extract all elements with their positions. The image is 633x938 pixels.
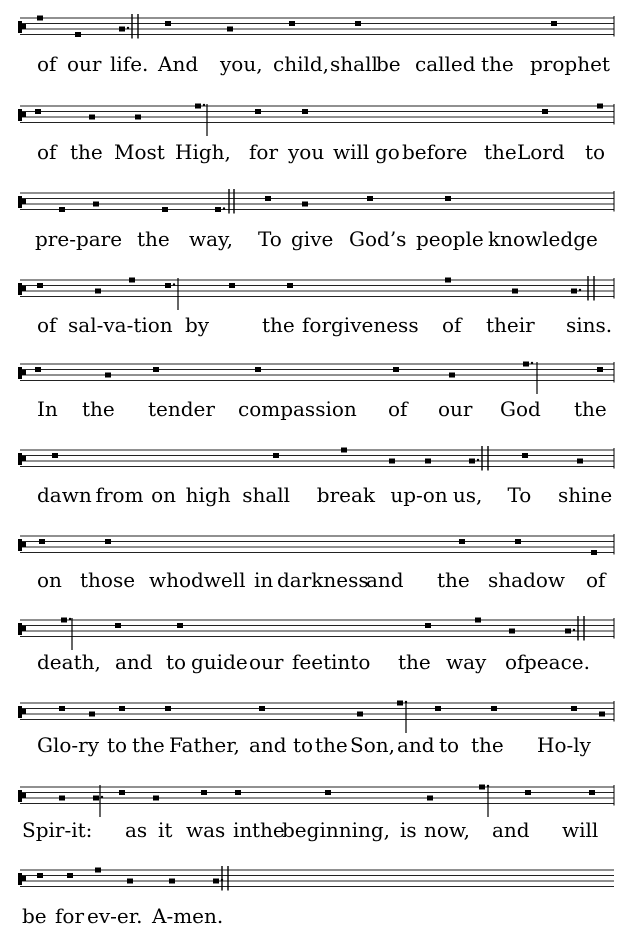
lyric-syllable: and: [249, 733, 287, 757]
neume-note: [287, 283, 293, 288]
clef-c: [18, 873, 22, 885]
lyric-syllable: To: [258, 227, 282, 251]
lyric-syllable: high: [185, 483, 231, 507]
lyric-syllable: on: [37, 568, 62, 592]
lyric-syllable: dawn: [37, 483, 92, 507]
note-dot: [531, 362, 533, 364]
neume-note: [542, 109, 548, 114]
neume-note: [255, 109, 261, 114]
lyric-syllable: God: [500, 397, 541, 421]
neume-note: [255, 367, 261, 372]
lyric-syllable: Glo-ry: [37, 733, 100, 757]
neume-note: [39, 539, 45, 544]
neume-note: [177, 623, 183, 628]
neume-note: [52, 453, 58, 458]
lyric-line: [0, 313, 633, 343]
neume-note: [119, 706, 125, 711]
neume-note: [75, 32, 81, 37]
neume-note: [259, 706, 265, 711]
lyric-syllable: the: [484, 140, 517, 164]
neume-note: [115, 623, 121, 628]
clef-c: [22, 112, 26, 117]
clef-c: [18, 196, 22, 208]
neume-note: [289, 21, 295, 26]
neume-note: [367, 196, 373, 201]
lyric-syllable: of: [505, 650, 525, 674]
lyric-syllable: Lord: [517, 140, 565, 164]
lyric-syllable: our: [67, 52, 102, 76]
neume-note: [597, 367, 603, 372]
neume-note: [135, 115, 141, 120]
lyric-syllable: us,: [452, 483, 483, 507]
lyric-syllable: shall: [242, 483, 291, 507]
neume-note: [425, 623, 431, 628]
lyric-syllable: In: [37, 397, 58, 421]
neume-note: [571, 706, 577, 711]
lyric-syllable: the: [132, 733, 165, 757]
neume-note: [325, 790, 331, 795]
neume-note: [479, 785, 485, 790]
lyric-line: [0, 568, 633, 598]
lyric-syllable: for: [55, 904, 85, 928]
clef-c: [22, 876, 26, 881]
neume-note: [61, 618, 67, 623]
lyric-syllable: way: [446, 650, 487, 674]
lyric-syllable: God’s: [349, 227, 407, 251]
lyric-syllable: to: [585, 140, 606, 164]
neume-note: [213, 879, 219, 884]
lyric-syllable: Father,: [169, 733, 240, 757]
neume-note: [162, 207, 168, 212]
lyric-syllable: up-on: [390, 483, 448, 507]
neume-note: [35, 109, 41, 114]
neume-note: [551, 21, 557, 26]
neume-note: [515, 539, 521, 544]
clef-c: [22, 286, 26, 291]
neume-note: [195, 104, 201, 109]
lyric-syllable: their: [486, 313, 535, 337]
neume-note: [445, 278, 451, 283]
clef-c: [18, 283, 22, 295]
neume-note: [169, 879, 175, 884]
lyric-syllable: will: [333, 140, 370, 164]
neume-note: [509, 629, 515, 634]
lyric-syllable: prophet: [530, 52, 610, 76]
lyric-syllable: it: [158, 818, 173, 842]
lyric-syllable: the: [471, 733, 504, 757]
clef-c: [18, 367, 22, 379]
lyric-syllable: sal-va-tion: [68, 313, 173, 337]
lyric-line: [0, 733, 633, 763]
note-dot: [127, 27, 129, 29]
lyric-line: [0, 397, 633, 427]
lyric-syllable: beginning,: [282, 818, 391, 842]
lyric-syllable: sins.: [566, 313, 613, 337]
neume-note: [105, 539, 111, 544]
neume-note: [522, 453, 528, 458]
neume-note: [302, 202, 308, 207]
lyric-syllable: darkness: [277, 568, 369, 592]
neume-note: [93, 202, 99, 207]
neume-note: [235, 790, 241, 795]
note-dot: [69, 618, 71, 620]
neume-note: [37, 873, 43, 878]
lyric-syllable: the: [82, 397, 115, 421]
lyric-syllable: to: [107, 733, 128, 757]
lyric-syllable: our: [438, 397, 473, 421]
lyric-syllable: and: [115, 650, 153, 674]
lyric-syllable: of: [388, 397, 408, 421]
lyric-line: [0, 140, 633, 170]
neume-note: [215, 207, 221, 212]
lyric-syllable: A-men.: [152, 904, 224, 928]
lyric-syllable: to: [439, 733, 460, 757]
neume-note: [227, 27, 233, 32]
note-dot: [203, 104, 205, 106]
lyric-line: [0, 227, 633, 257]
lyric-syllable: those: [80, 568, 136, 592]
lyric-syllable: the: [315, 733, 348, 757]
lyric-syllable: the: [70, 140, 103, 164]
neume-note: [341, 448, 347, 453]
clef-c: [22, 793, 26, 798]
neume-note: [105, 373, 111, 378]
neume-note: [475, 618, 481, 623]
neume-note: [525, 790, 531, 795]
lyric-syllable: give: [291, 227, 334, 251]
lyric-syllable: in: [254, 568, 274, 592]
neume-note: [393, 367, 399, 372]
lyric-line: [0, 52, 633, 82]
neume-note: [597, 104, 603, 109]
neume-note: [37, 283, 43, 288]
lyric-syllable: go: [375, 140, 400, 164]
lyric-syllable: into: [331, 650, 371, 674]
clef-c: [22, 709, 26, 714]
neume-note: [95, 289, 101, 294]
neume-note: [93, 796, 99, 801]
lyric-syllable: Son,: [350, 733, 395, 757]
neume-note: [119, 790, 125, 795]
note-dot: [101, 796, 103, 798]
neume-note: [459, 539, 465, 544]
lyric-syllable: people: [416, 227, 484, 251]
lyric-syllable: will: [562, 818, 599, 842]
neume-note: [165, 706, 171, 711]
lyric-syllable: dwell: [191, 568, 246, 592]
lyric-syllable: and: [492, 818, 530, 842]
lyric-syllable: is: [400, 818, 417, 842]
neume-note: [89, 115, 95, 120]
note-dot: [579, 289, 581, 291]
lyric-syllable: of: [37, 140, 57, 164]
lyric-syllable: of: [37, 52, 57, 76]
clef-c: [18, 623, 22, 635]
neume-note: [229, 283, 235, 288]
lyric-syllable: shine: [558, 483, 613, 507]
lyric-syllable: peace.: [524, 650, 590, 674]
lyric-syllable: of: [442, 313, 462, 337]
lyric-syllable: was: [186, 818, 226, 842]
lyric-syllable: compassion: [238, 397, 357, 421]
neume-note: [265, 196, 271, 201]
lyric-syllable: you: [288, 140, 325, 164]
lyric-syllable: To: [507, 483, 532, 507]
neume-note: [201, 790, 207, 795]
neume-note: [67, 873, 73, 878]
clef-c: [18, 706, 22, 718]
lyric-syllable: the: [137, 227, 170, 251]
neume-note: [273, 453, 279, 458]
neume-note: [129, 278, 135, 283]
neume-note: [591, 550, 597, 555]
neume-note: [153, 367, 159, 372]
lyric-syllable: be: [376, 52, 401, 76]
neume-note: [127, 879, 133, 884]
lyric-syllable: And: [158, 52, 199, 76]
lyric-syllable: you,: [220, 52, 263, 76]
lyric-syllable: tender: [148, 397, 215, 421]
neume-note: [571, 289, 577, 294]
clef-c: [22, 24, 26, 29]
neume-note: [512, 289, 518, 294]
lyric-syllable: feet: [292, 650, 332, 674]
lyric-line: [0, 818, 633, 848]
neume-note: [389, 459, 395, 464]
lyric-syllable: the: [574, 397, 607, 421]
clef-c: [22, 370, 26, 375]
neume-note: [153, 796, 159, 801]
lyric-syllable: the: [398, 650, 431, 674]
lyric-syllable: death,: [37, 650, 101, 674]
lyric-syllable: shall: [330, 52, 378, 76]
note-dot: [477, 459, 479, 461]
neume-note: [119, 27, 125, 32]
neume-note: [397, 701, 403, 706]
lyric-syllable: break: [316, 483, 376, 507]
neume-note: [165, 283, 171, 288]
lyric-line: [0, 650, 633, 680]
lyric-syllable: the: [262, 313, 295, 337]
neume-note: [95, 868, 101, 873]
neume-note: [59, 207, 65, 212]
neume-note: [449, 373, 455, 378]
neume-note: [589, 790, 595, 795]
lyric-syllable: and: [397, 733, 435, 757]
neume-note: [37, 16, 43, 21]
note-dot: [573, 629, 575, 631]
lyric-syllable: the: [481, 52, 514, 76]
lyric-line: [0, 904, 633, 934]
neume-note: [427, 796, 433, 801]
neume-note: [89, 712, 95, 717]
neume-note: [355, 21, 361, 26]
lyric-syllable: to: [166, 650, 187, 674]
neume-note: [565, 629, 571, 634]
lyric-syllable: Spir-it:: [22, 818, 93, 842]
lyric-syllable: forgiveness: [302, 313, 419, 337]
lyric-syllable: as: [125, 818, 148, 842]
lyric-syllable: way,: [189, 227, 234, 251]
neume-note: [302, 109, 308, 114]
lyric-syllable: before: [402, 140, 468, 164]
lyric-line: [0, 483, 633, 513]
lyric-syllable: to: [293, 733, 314, 757]
lyric-syllable: the: [437, 568, 470, 592]
lyric-syllable: ev-er.: [87, 904, 143, 928]
neume-note: [35, 367, 41, 372]
neume-note: [599, 712, 605, 717]
lyric-syllable: in: [233, 818, 253, 842]
lyric-syllable: of: [37, 313, 57, 337]
neume-note: [435, 706, 441, 711]
lyric-syllable: the: [252, 818, 285, 842]
lyric-syllable: of: [586, 568, 606, 592]
lyric-syllable: be: [22, 904, 47, 928]
neume-note: [425, 459, 431, 464]
neume-note: [59, 796, 65, 801]
lyric-syllable: pre-pare: [35, 227, 123, 251]
clef-c: [22, 626, 26, 631]
clef-c: [18, 21, 22, 33]
lyric-syllable: High,: [175, 140, 231, 164]
neume-note: [523, 362, 529, 367]
neume-note: [445, 196, 451, 201]
note-dot: [173, 283, 175, 285]
clef-c: [22, 542, 26, 547]
lyric-syllable: child,: [273, 52, 330, 76]
lyric-syllable: from: [95, 483, 144, 507]
lyric-syllable: knowledge: [488, 227, 598, 251]
lyric-syllable: called: [415, 52, 476, 76]
clef-c: [18, 109, 22, 121]
neume-note: [357, 712, 363, 717]
neume-note: [469, 459, 475, 464]
neume-note: [491, 706, 497, 711]
lyric-syllable: for: [249, 140, 279, 164]
clef-c: [18, 539, 22, 551]
lyric-syllable: and: [366, 568, 404, 592]
lyric-syllable: now,: [424, 818, 471, 842]
neume-note: [165, 21, 171, 26]
neume-note: [59, 706, 65, 711]
clef-c: [18, 453, 22, 465]
lyric-syllable: life.: [110, 52, 149, 76]
clef-c: [18, 790, 22, 802]
note-dot: [223, 207, 225, 209]
clef-c: [22, 199, 26, 204]
lyric-syllable: Most: [114, 140, 165, 164]
neume-note: [577, 459, 583, 464]
lyric-syllable: by: [185, 313, 210, 337]
lyric-syllable: Ho-ly: [537, 733, 591, 757]
clef-c: [22, 456, 26, 461]
lyric-syllable: on: [151, 483, 177, 507]
lyric-syllable: our: [249, 650, 284, 674]
lyric-syllable: shadow: [488, 568, 566, 592]
lyric-syllable: who: [149, 568, 192, 592]
lyric-syllable: guide: [191, 650, 248, 674]
